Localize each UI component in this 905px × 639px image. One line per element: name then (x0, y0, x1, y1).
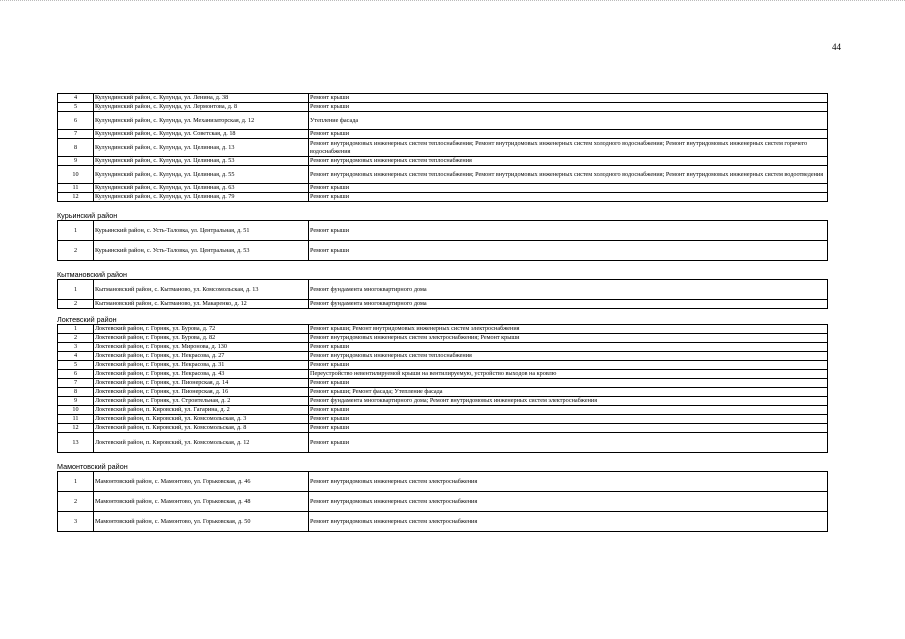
table-row (58, 492, 828, 512)
table-kurya (57, 220, 828, 261)
row-work: Ремонт крыши (309, 361, 828, 370)
row-address: Локтевский район, г. Горняк, ул. Бурова, д. 72 (94, 325, 309, 334)
group-title-kytmanovo: Кытмановский район (57, 270, 128, 279)
row-number: 2 (58, 300, 94, 309)
table-row (58, 397, 828, 406)
row-number: 5 (58, 361, 94, 370)
table-row (58, 334, 828, 343)
row-address: Кытмановский район, с. Кытманово, ул. Макаренко, д. 12 (94, 300, 309, 309)
group-title-kurya: Курьинский район (57, 211, 118, 220)
table-row (58, 94, 828, 103)
row-number: 4 (58, 352, 94, 361)
row-work: Переустройство невентилируемой крыши на вентилируемую, устройство выходов на кровлю (309, 370, 828, 379)
row-address: Кытмановский район, с. Кытманово, ул. Комсомольская, д. 13 (94, 280, 309, 300)
row-work: Ремонт крыши (309, 415, 828, 424)
table-row (58, 406, 828, 415)
row-work: Ремонт крыши (309, 379, 828, 388)
row-address: Локтевский район, п. Кировский, ул. Комсомольская, д. 3 (94, 415, 309, 424)
table-row (58, 370, 828, 379)
row-number: 1 (58, 221, 94, 241)
row-number: 2 (58, 334, 94, 343)
row-address: Мамонтовский район, с. Мамонтово, ул. Горьковская, д. 50 (94, 512, 309, 532)
row-work: Ремонт крыши; Ремонт внутридомовых инженерных систем электроснабжения (309, 325, 828, 334)
row-number: 5 (58, 103, 94, 112)
row-number: 8 (58, 139, 94, 157)
row-address: Кулундинский район, с. Кулунда, ул. Целинная, д. 13 (94, 139, 309, 157)
row-address: Кулундинский район, с. Кулунда, ул. Лермонтова, д. 8 (94, 103, 309, 112)
row-address: Кулундинский район, с. Кулунда, ул. Целинная, д. 53 (94, 157, 309, 166)
row-work: Ремонт фундамента многоквартирного дома; Ремонт внутридомовых инженерных систем электроснабжения (309, 397, 828, 406)
table-row (58, 241, 828, 261)
row-number: 12 (58, 193, 94, 202)
table-row (58, 103, 828, 112)
group-title-mamontovo: Мамонтовский район (57, 462, 128, 471)
row-address: Локтевский район, г. Горняк, ул. Пионерская, д. 14 (94, 379, 309, 388)
row-work: Ремонт крыши (309, 433, 828, 453)
row-number: 10 (58, 166, 94, 184)
row-number: 1 (58, 325, 94, 334)
table-mamontovo (57, 471, 828, 532)
table-row (58, 325, 828, 334)
table-loktevsky (57, 324, 828, 453)
row-work: Ремонт крыши (309, 241, 828, 261)
row-work: Ремонт внутридомовых инженерных систем теплоснабжения (309, 157, 828, 166)
row-address: Кулундинский район, с. Кулунда, ул. Целинная, д. 55 (94, 166, 309, 184)
row-address: Локтевский район, п. Кировский, ул. Комсомольская, д. 12 (94, 433, 309, 453)
table-row (58, 388, 828, 397)
row-number: 4 (58, 94, 94, 103)
row-address: Локтевский район, г. Горняк, ул. Миронова, д. 130 (94, 343, 309, 352)
page-number: 44 (832, 42, 841, 52)
row-address: Кулундинский район, с. Кулунда, ул. Механизаторская, д. 12 (94, 112, 309, 130)
row-work: Ремонт внутридомовых инженерных систем электроснабжения (309, 492, 828, 512)
table-row (58, 433, 828, 453)
row-address: Локтевский район, г. Горняк, ул. Строительная, д. 2 (94, 397, 309, 406)
row-number: 7 (58, 130, 94, 139)
row-work: Ремонт крыши (309, 94, 828, 103)
row-address: Мамонтовский район, с. Мамонтово, ул. Горьковская, д. 46 (94, 472, 309, 492)
row-work: Ремонт фундамента многоквартирного дома (309, 280, 828, 300)
row-work: Ремонт фундамента многоквартирного дома (309, 300, 828, 309)
table-row (58, 130, 828, 139)
table-row (58, 157, 828, 166)
table-row (58, 512, 828, 532)
row-address: Кулундинский район, с. Кулунда, ул. Целинная, д. 79 (94, 193, 309, 202)
table-row (58, 166, 828, 184)
table-row (58, 352, 828, 361)
row-address: Мамонтовский район, с. Мамонтово, ул. Горьковская, д. 48 (94, 492, 309, 512)
row-number: 1 (58, 280, 94, 300)
row-number: 8 (58, 388, 94, 397)
row-work: Ремонт крыши (309, 103, 828, 112)
row-number: 12 (58, 424, 94, 433)
row-number: 2 (58, 492, 94, 512)
row-address: Локтевский район, п. Кировский, ул. Комсомольская, д. 8 (94, 424, 309, 433)
row-work: Ремонт крыши (309, 130, 828, 139)
row-address: Локтевский район, г. Горняк, ул. Пионерская, д. 16 (94, 388, 309, 397)
row-work: Ремонт внутридомовых инженерных систем электроснабжения (309, 512, 828, 532)
row-number: 9 (58, 157, 94, 166)
row-number: 6 (58, 370, 94, 379)
table-row (58, 221, 828, 241)
table-row (58, 193, 828, 202)
row-number: 10 (58, 406, 94, 415)
table-row (58, 415, 828, 424)
row-address: Кулундинский район, с. Кулунда, ул. Целинная, д. 63 (94, 184, 309, 193)
row-number: 2 (58, 241, 94, 261)
table-kulunda (57, 93, 828, 202)
row-work: Ремонт крыши (309, 343, 828, 352)
row-work: Ремонт крыши (309, 184, 828, 193)
row-address: Локтевский район, п. Кировский, ул. Гагарина, д. 2 (94, 406, 309, 415)
row-work: Ремонт внутридомовых инженерных систем электроснабжения; Ремонт крыши (309, 334, 828, 343)
table-row (58, 472, 828, 492)
scan-edge (0, 0, 905, 4)
row-number: 13 (58, 433, 94, 453)
table-row (58, 184, 828, 193)
row-work: Ремонт крыши (309, 193, 828, 202)
row-number: 3 (58, 343, 94, 352)
row-number: 11 (58, 415, 94, 424)
row-number: 7 (58, 379, 94, 388)
row-number: 3 (58, 512, 94, 532)
row-work: Ремонт внутридомовых инженерных систем теплоснабжения (309, 352, 828, 361)
row-work: Ремонт крыши (309, 406, 828, 415)
row-work: Ремонт крыши; Ремонт фасада; Утепление фасада (309, 388, 828, 397)
row-number: 11 (58, 184, 94, 193)
group-title-loktevsky: Локтевский район (57, 315, 117, 324)
table-row (58, 361, 828, 370)
row-address: Локтевский район, г. Горняк, ул. Некрасова, д. 43 (94, 370, 309, 379)
table-row (58, 424, 828, 433)
row-address: Локтевский район, г. Горняк, ул. Некрасова, д. 27 (94, 352, 309, 361)
row-address: Локтевский район, г. Горняк, ул. Некрасова, д. 31 (94, 361, 309, 370)
row-address: Кулундинский район, с. Кулунда, ул. Советская, д. 18 (94, 130, 309, 139)
document-body (57, 93, 828, 532)
row-work: Ремонт крыши (309, 424, 828, 433)
table-row (58, 343, 828, 352)
row-address: Локтевский район, г. Горняк, ул. Бурова, д. 82 (94, 334, 309, 343)
row-work: Утепление фасада (309, 112, 828, 130)
row-work: Ремонт внутридомовых инженерных систем электроснабжения (309, 472, 828, 492)
table-row (58, 300, 828, 309)
row-number: 6 (58, 112, 94, 130)
table-row (58, 112, 828, 130)
row-number: 1 (58, 472, 94, 492)
table-row (58, 379, 828, 388)
table-row (58, 280, 828, 300)
row-address: Курьинский район, с. Усть-Таловка, ул. Центральная, д. 51 (94, 221, 309, 241)
row-address: Кулундинский район, с. Кулунда, ул. Ленина, д. 38 (94, 94, 309, 103)
table-kytmanovo (57, 279, 828, 309)
table-row (58, 139, 828, 157)
row-work: Ремонт внутридомовых инженерных систем теплоснабжения; Ремонт внутридомовых инженерных систем холодного водоснабжения; Ремонт внутридомовых инженерных систем водоотведения (309, 166, 828, 184)
row-number: 9 (58, 397, 94, 406)
row-work: Ремонт внутридомовых инженерных систем теплоснабжения; Ремонт внутридомовых инженерных систем холодного водоснабжения; Ремонт внутридомовых инженерных систем горячего водоснабжения (309, 139, 828, 157)
row-address: Курьинский район, с. Усть-Таловка, ул. Центральная, д. 53 (94, 241, 309, 261)
row-work: Ремонт крыши (309, 221, 828, 241)
